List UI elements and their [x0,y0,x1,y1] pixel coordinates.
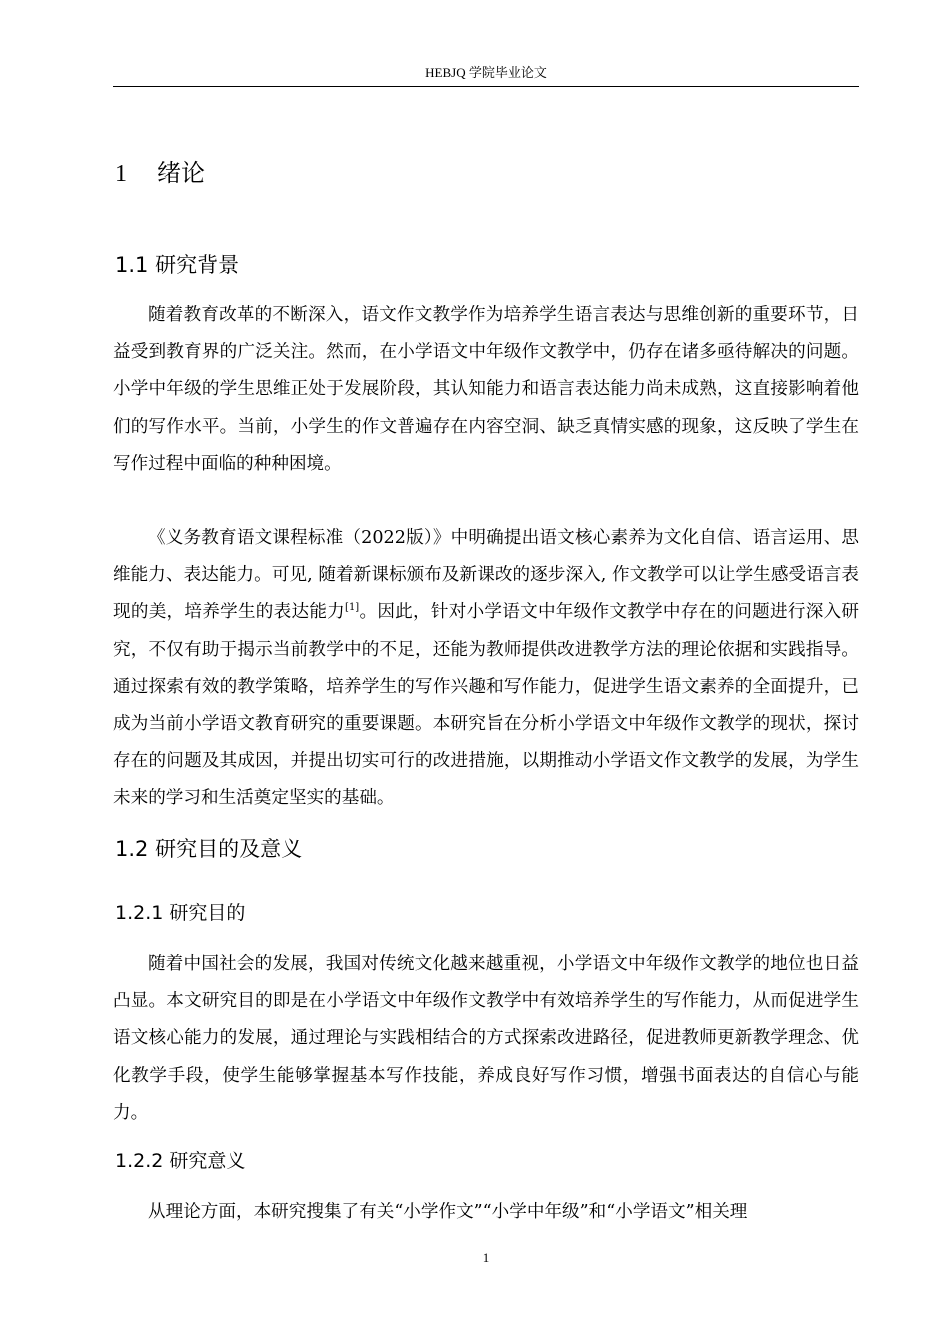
page-header: HEBJQ 学院毕业论文 [425,65,547,80]
paragraph-background-2 [113,520,859,818]
chapter-number: 1 [115,161,127,187]
section-heading-1-2-2: 1.2.2 研究意义 [115,1150,246,1172]
paragraph-text: 《义务教育语文课程标准（2022版）》中明确提出语文核心素养为文化自信、语言运用、思维能力、表达能力。可见, 随着新课标颁布及新课改的逐步深入, 作文教学可以让学生感受语言表现的美，培养学生的表达能力 [113,528,859,623]
header-divider [113,86,859,87]
section-heading-1-2-1: 1.2.1 研究目的 [115,902,246,924]
paragraph-text: 。因此，针对小学语文中年级作文教学中存在的问题进行深入研究，不仅有助于揭示当前教学中的不足，还能为教师提供改进教学方法的理论依据和实践指导。通过探索有效的教学策略，培养学生的写作兴趣和写作能力，促进学生语文素养的全面提升，已成为当前小学语文教育研究的重要课题。本研究旨在分析小学语文中年级作文教学的现状，探讨存在的问题及其成因，并提出切实可行的改进措施，以期推动小学语文作文教学的发展，为学生未来的学习和生活奠定坚实的基础。 [113,602,859,809]
chapter-title-text: 绪论 [157,159,205,187]
section-heading-1-1: 1.1 研究背景 [115,253,240,277]
paragraph-significance: 从理论方面，本研究搜集了有关“小学作文”“小学中年级”和“小学语文”相关理 [148,1202,748,1222]
page-number: 1 [482,1250,490,1265]
section-heading-1-2: 1.2 研究目的及意义 [115,837,303,861]
citation-ref[interactable]: [1] [345,602,360,614]
paragraph-purpose: 随着中国社会的发展，我国对传统文化越来越重视，小学语文中年级作文教学的地位也日益凸显。本文研究目的即是在小学语文中年级作文教学中有效培养学生的写作能力，从而促进学生语文核心能力的发展，通过理论与实践相结合的方式探索改进路径，促进教师更新教学理念、优化教学手段，使学生能够掌握基本写作技能，养成良好写作习惯，增强书面表达的自信心与能力。 [113,954,859,1123]
paragraph-background-1: 随着教育改革的不断深入，语文作文教学作为培养学生语言表达与思维创新的重要环节，日益受到教育界的广泛关注。然而，在小学语文中年级作文教学中，仍存在诸多亟待解决的问题。小学中年级的学生思维正处于发展阶段，其认知能力和语言表达能力尚未成熟，这直接影响着他们的写作水平。当前，小学生的作文普遍存在内容空洞、缺乏真情实感的现象，这反映了学生在写作过程中面临的种种困境。 [113,305,859,474]
chapter-title [115,156,205,191]
